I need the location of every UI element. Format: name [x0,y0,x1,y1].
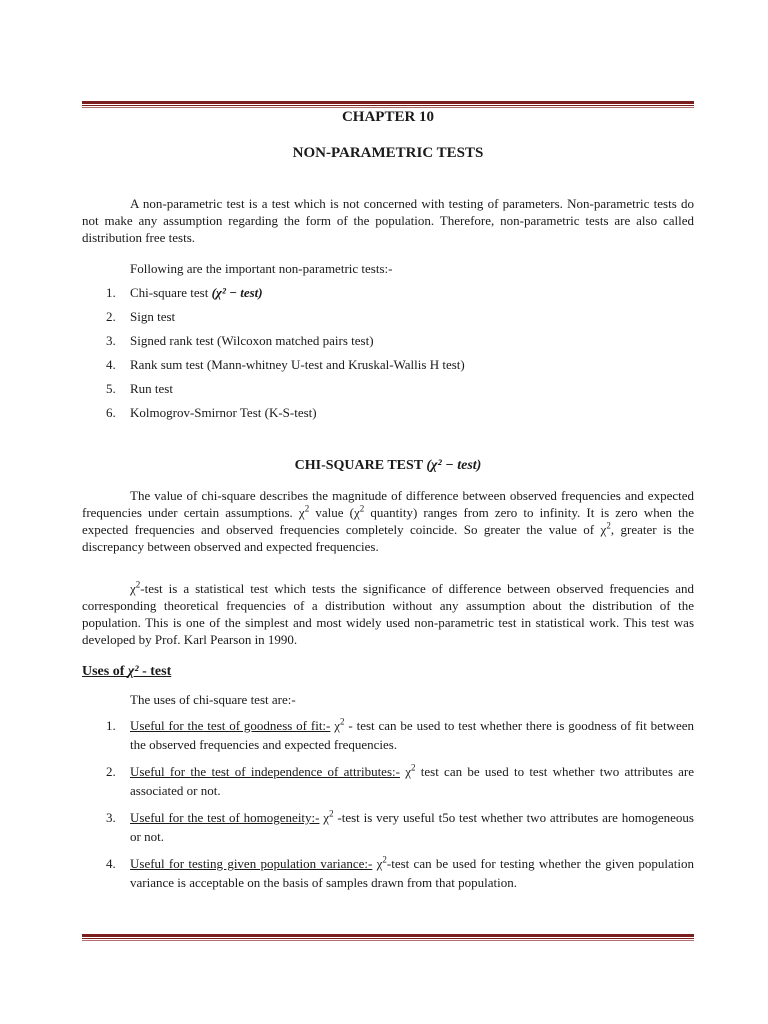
list-item [82,808,694,854]
tests-list [82,284,694,428]
list-item [82,284,694,308]
uses-section-title [82,663,171,680]
list-item [82,356,694,380]
list-item [82,404,694,428]
item-number: 1. [106,285,116,300]
list-item [82,332,694,356]
text-run: value (χ [309,505,360,520]
item-number: 1. [106,718,116,733]
item-number: 4. [106,856,116,871]
item-text: Kolmogrov-Smirnor Test (K-S-test) [130,405,317,420]
section-title-text: CHI-SQUARE TEST [294,458,427,473]
item-text: Rank sum test (Mann-whitney U-test and Kruskal-Wallis H test) [130,357,465,372]
text-run: χ [130,581,136,596]
uses-title-math: χ² [127,664,139,679]
text-run: χ [319,810,330,825]
item-number: 6. [106,405,116,420]
text-run: -test can be used for testing whether the given population variance is acceptable on the basis of samples drawn from that population. [130,856,694,890]
uses-title-suffix: - test [138,664,172,679]
item-text: Sign test [130,309,176,324]
list-item [82,762,694,808]
item-math: (χ² − test) [211,285,263,300]
item-label: Useful for the test of goodness of fit:- [130,718,331,733]
item-number: 2. [106,309,116,324]
item-number: 2. [106,764,116,779]
chi-square-section-title [82,457,694,474]
text-run: The value of chi-square describes the magnitude of difference between observed frequencies and expected frequencies under certain assumptions. χ [82,488,694,520]
list-item [82,380,694,404]
list-item [82,716,694,762]
chi-square-paragraph-1 [82,487,694,555]
superscript: 2 [304,503,310,514]
superscript: 2 [606,520,611,531]
chi-square-paragraph-2 [82,580,694,648]
text-run: test can be used to test whether two attributes are associated or not. [130,764,694,798]
superscript: 2 [359,503,365,514]
text-run: quantity) ranges from zero to infinity. It is zero when the expected frequencies and observed frequencies completely coincide. So greater the value of χ [82,505,694,537]
text-run: , greater is the discrepancy between observed and expected frequencies. [82,522,694,554]
item-text: Run test [130,381,173,396]
text-run: -test is very useful t5o test whether two attributes are homogeneous or not. [130,810,694,844]
document-page [82,0,694,1024]
item-text: Chi-square test [130,285,212,300]
uses-intro: The uses of chi-square test are:- [130,692,296,707]
item-number: 3. [106,333,116,348]
uses-list [82,716,694,914]
item-number: 4. [106,357,116,372]
superscript: 2 [340,716,345,727]
chapter-number: CHAPTER 10 [341,109,435,125]
text-run: -test is a statistical test which tests the significance of difference between observed frequencies and corresponding theoretical frequencies of a distribution without any assumption about the distribution of the population. This is one of the simplest and most widely used non-parametric test in statistical work. This test was developed by Prof. Karl Pearson in 1990. [82,581,694,647]
text-run: χ [399,764,411,779]
item-label: Useful for the test of independence of attributes:- [130,764,400,779]
item-label: Useful for the test of homogeneity:- [130,810,320,825]
chapter-title: NON-PARAMETRIC TESTS [292,145,484,161]
tests-list-intro: Following are the important non-parametric tests:- [130,261,393,276]
list-item [82,854,694,914]
item-number: 5. [106,381,116,396]
item-number: 3. [106,810,116,825]
section-title-math: (χ² − test) [426,458,482,473]
superscript: 2 [411,762,416,773]
superscript: 2 [329,808,334,819]
item-label: Useful for testing given population variance:- [130,856,373,871]
list-item [82,308,694,332]
uses-title-text: Uses of [82,664,128,679]
superscript: 2 [135,579,141,590]
superscript: 2 [382,854,387,865]
text-run: χ [330,718,341,733]
header-rule [82,101,694,108]
item-text: Signed rank test (Wilcoxon matched pairs test) [130,333,374,348]
footer-rule [82,934,694,941]
intro-paragraph: A non-parametric test is a test which is not concerned with testing of parameters. Non-parametric tests do not make any assumption regarding the form of the population. Therefore, non-parametric tests are also called distribution free tests. [82,196,694,245]
text-run: - test can be used to test whether there is goodness of fit between the observed frequencies and expected frequencies. [130,718,694,752]
text-run: χ [372,856,383,871]
